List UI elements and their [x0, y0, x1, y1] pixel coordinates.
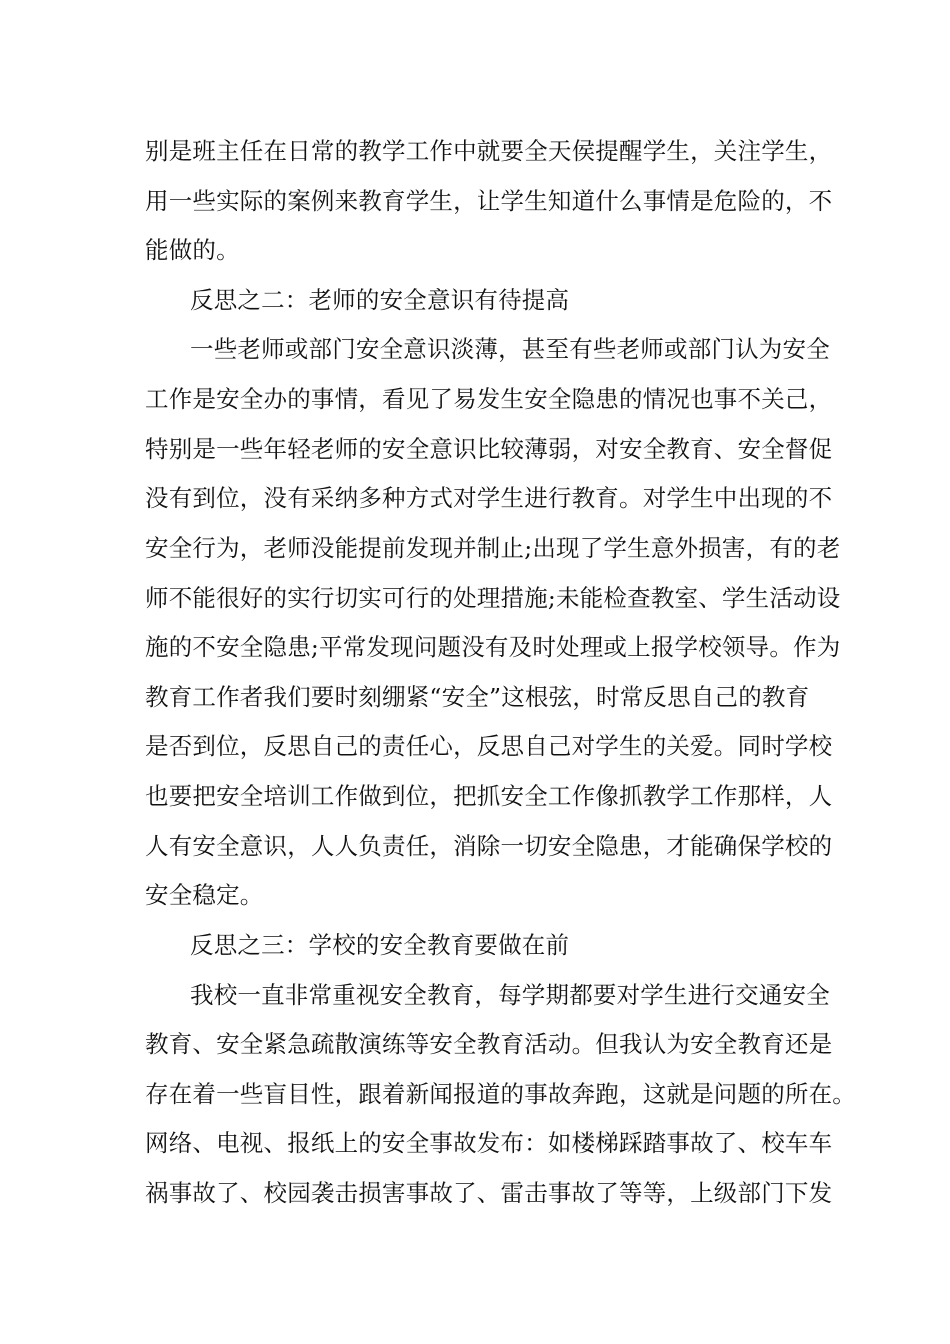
paragraph-2-line-2: 工作是安全办的事情，看见了易发生安全隐患的情况也事不关己，	[145, 385, 833, 413]
paragraph-2-line-11: 人有安全意识，人人负责任，消除一切安全隐患，才能确保学校的	[145, 832, 833, 860]
paragraph-2-line-9: 是否到位，反思自己的责任心，反思自己对学生的关爱。同时学校	[145, 732, 833, 760]
paragraph-2-line-8: 教育工作者我们要时刻绷紧“安全”这根弦，时常反思自己的教育	[145, 683, 810, 711]
paragraph-2-line-1: 一些老师或部门安全意识淡薄，甚至有些老师或部门认为安全	[190, 335, 830, 363]
paragraph-3-line-4: 网络、电视、报纸上的安全事故发布：如楼梯踩踏事故了、校车车	[145, 1129, 833, 1157]
paragraph-2-line-10: 也要把安全培训工作做到位，把抓安全工作像抓教学工作那样，人	[145, 782, 833, 810]
text-line-2: 用一些实际的案例来教育学生，让学生知道什么事情是危险的，不	[145, 187, 833, 215]
paragraph-2-line-4: 没有到位，没有采纳多种方式对学生进行教育。对学生中出现的不	[145, 484, 833, 512]
section-heading-2: 反思之二：老师的安全意识有待提高	[190, 286, 570, 314]
text-line-1: 别是班主任在日常的教学工作中就要全天侯提醒学生，关注学生，	[145, 137, 833, 165]
paragraph-3-line-3: 存在着一些盲目性，跟着新闻报道的事故奔跑，这就是问题的所在。	[145, 1080, 856, 1108]
section-heading-3: 反思之三：学校的安全教育要做在前	[190, 931, 570, 959]
text-line-3: 能做的。	[145, 236, 240, 264]
paragraph-2-line-7: 施的不安全隐患;平常发现问题没有及时处理或上报学校领导。作为	[145, 633, 841, 661]
paragraph-3-line-2: 教育、安全紧急疏散演练等安全教育活动。但我认为安全教育还是	[145, 1030, 833, 1058]
paragraph-2-line-12: 安全稳定。	[145, 881, 264, 909]
paragraph-2-line-3: 特别是一些年轻老师的安全意识比较薄弱，对安全教育、安全督促	[145, 435, 833, 463]
paragraph-3-line-5: 祸事故了、校园袭击损害事故了、雷击事故了等等，上级部门下发	[145, 1179, 833, 1207]
paragraph-2-line-6: 师不能很好的实行切实可行的处理措施;未能检查教室、学生活动设	[145, 584, 841, 612]
paragraph-2-line-5: 安全行为，老师没能提前发现并制止;出现了学生意外损害，有的老	[145, 534, 841, 562]
paragraph-3-line-1: 我校一直非常重视安全教育，每学期都要对学生进行交通安全	[190, 981, 830, 1009]
